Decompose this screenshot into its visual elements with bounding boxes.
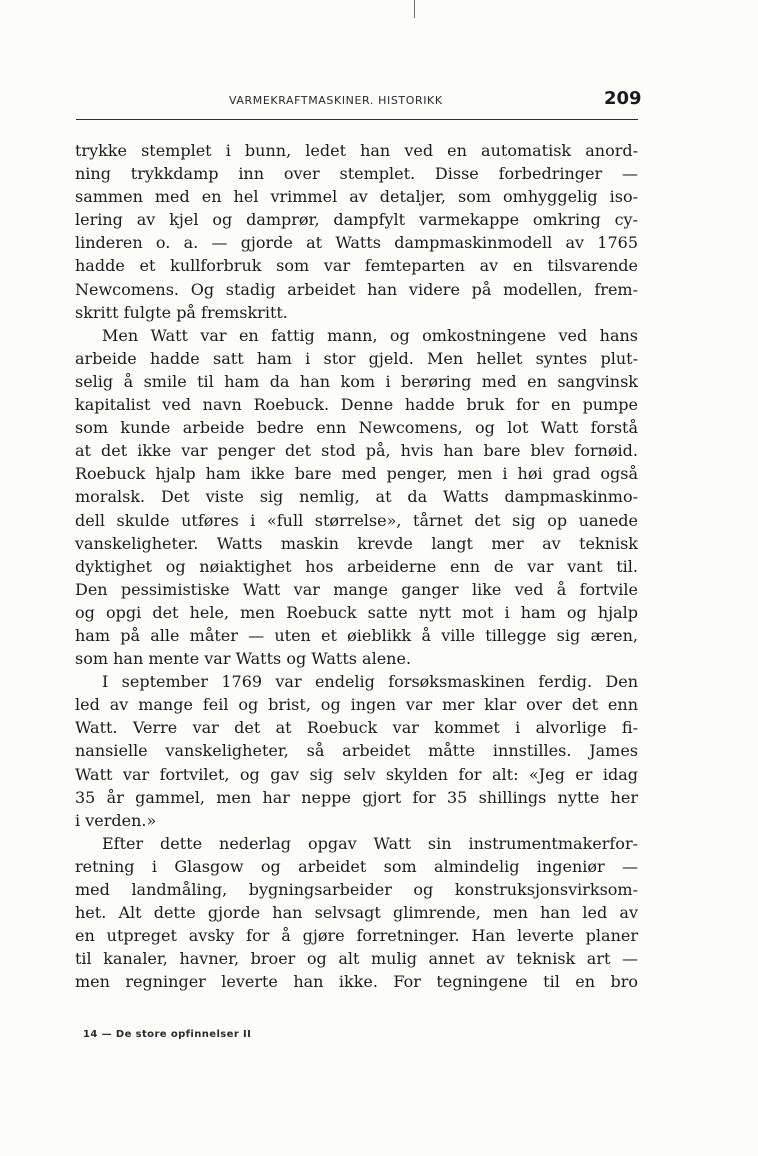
text-line: retning i Glasgow og arbeidet som almindelig ingeniør —	[75, 856, 638, 876]
header-rule	[76, 119, 638, 120]
text-line: i verden.»	[75, 810, 157, 830]
text-line: dyktighet og nøiaktighet hos arbeiderne enn de var vant til.	[75, 556, 638, 576]
text-line: ham på alle måter — uten et øieblikk å ville tillegge sig æren,	[75, 625, 638, 645]
text-line: Roebuck hjalp ham ikke bare med penger, men i høi grad også	[75, 464, 638, 484]
text-line: nansielle vanskeligheter, så arbeidet måtte innstilles. James	[75, 741, 638, 761]
text-line: Newcomens. Og stadig arbeidet han videre på modellen, frem-	[75, 279, 638, 299]
text-line: Den pessimistiske Watt var mange ganger like ved å fortvile	[75, 579, 638, 599]
body-text	[75, 139, 638, 993]
text-line: selig å smile til ham da han kom i berøring med en sangvinsk	[75, 371, 638, 391]
text-line: Watt var fortvilet, og gav sig selv skylden for alt: «Jeg er idag	[75, 764, 638, 784]
text-line: Men Watt var en fattig mann, og omkostningene ved hans	[102, 325, 638, 345]
text-line: som kunde arbeide bedre enn Newcomens, og lot Watt forstå	[75, 418, 638, 438]
text-line: men regninger leverte han ikke. For tegningene til en bro	[75, 972, 638, 992]
text-line: I september 1769 var endelig forsøksmaskinen ferdig. Den	[102, 672, 638, 692]
text-line: Efter dette nederlag opgav Watt sin instrumentmakerfor-	[102, 833, 638, 853]
text-line: vanskeligheter. Watts maskin krevde langt mer av teknisk	[75, 533, 638, 553]
text-line: skritt fulgte på fremskritt.	[75, 302, 288, 322]
text-line: til kanaler, havner, broer og alt mulig annet av teknisk art —	[75, 949, 638, 969]
text-line: moralsk. Det viste sig nemlig, at da Watts dampmaskinmo-	[75, 487, 638, 507]
text-line: at det ikke var penger det stod på, hvis han bare blev fornøid.	[75, 441, 638, 461]
text-line: het. Alt dette gjorde han selvsagt glimrende, men han led av	[75, 903, 638, 923]
running-title: VARMEKRAFTMASKINER. HISTORIKK	[229, 94, 443, 107]
text-line: en utpreget avsky for å gjøre forretninger. Han leverte planer	[75, 926, 638, 946]
text-line: ning trykkdamp inn over stemplet. Disse forbedringer —	[75, 164, 638, 184]
text-line: trykke stemplet i bunn, ledet han ved en automatisk anord-	[75, 141, 638, 160]
text-line: og opgi det hele, men Roebuck satte nytt mot i ham og hjalp	[75, 602, 638, 622]
text-line: arbeide hadde satt ham i stor gjeld. Men hellet syntes plut-	[75, 348, 638, 368]
text-line: som han mente var Watts og Watts alene.	[75, 649, 412, 669]
text-line: kapitalist ved navn Roebuck. Denne hadde bruk for en pumpe	[75, 395, 638, 415]
text-line: 35 år gammel, men har neppe gjort for 35 shillings nytte her	[75, 787, 638, 807]
text-line: hadde et kullforbruk som var femteparten av en tilsvarende	[75, 256, 638, 276]
page-number: 209	[604, 88, 642, 109]
text-line: lering av kjel og damprør, dampfylt varmekappe omkring cy-	[75, 210, 638, 230]
text-line: dell skulde utføres i «full størrelse», tårnet det sig op uanede	[75, 510, 638, 530]
text-line: Watt. Verre var det at Roebuck var kommet i alvorlige fi-	[75, 718, 638, 738]
text-line: led av mange feil og brist, og ingen var mer klar over det enn	[75, 695, 638, 715]
text-line: sammen med en hel vrimmel av detaljer, som omhyggelig iso-	[75, 187, 638, 207]
binding-mark	[414, 0, 415, 18]
text-line: med landmåling, bygningsarbeider og konstruksjonsvirksom-	[75, 880, 638, 899]
text-line: linderen o. a. — gjorde at Watts dampmaskinmodell av 1765	[75, 233, 638, 253]
signature-footer: 14 — De store opfinnelser II	[83, 1029, 252, 1040]
